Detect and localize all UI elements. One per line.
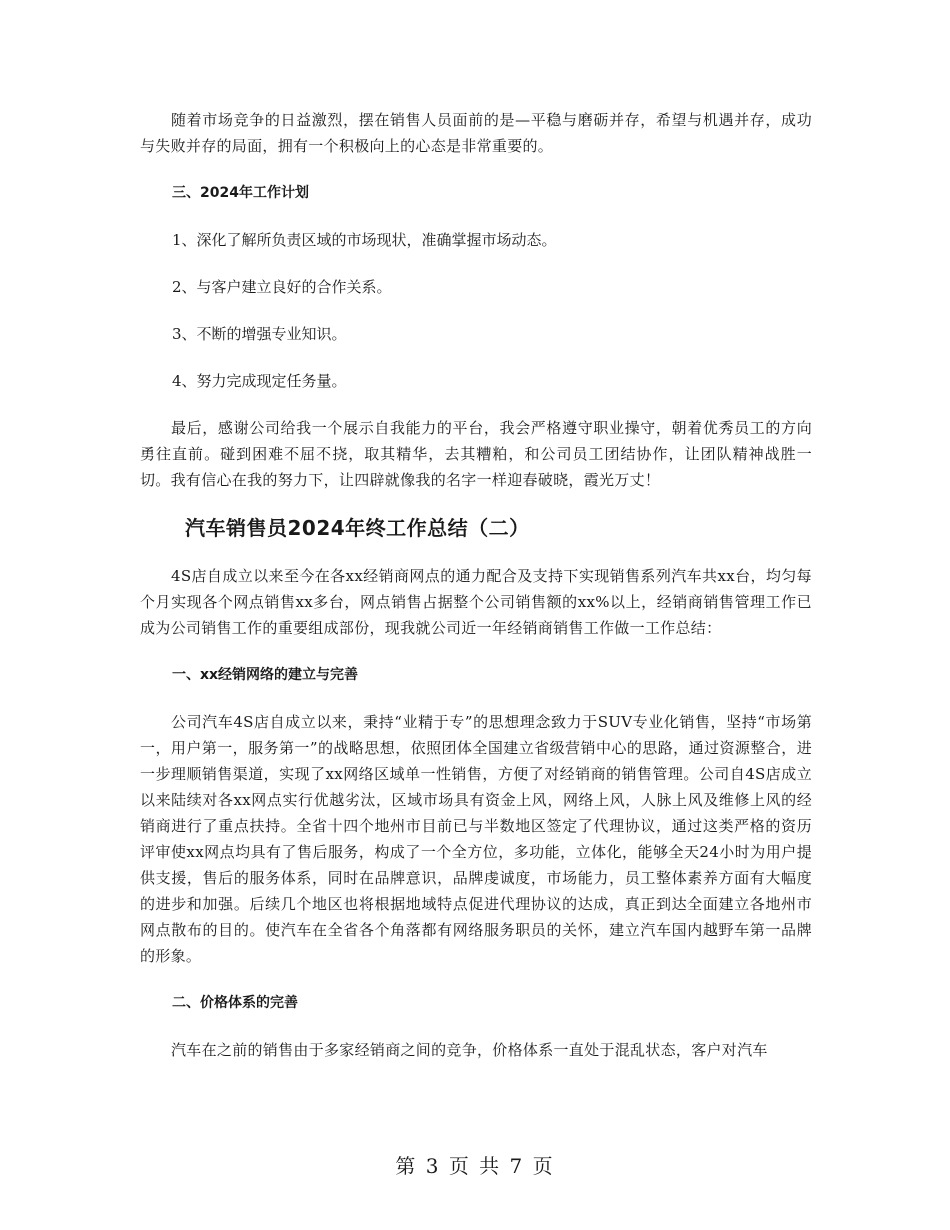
section-title: 汽车销售员2024年终工作总结（二） (185, 516, 530, 540)
paragraph-network: 公司汽车4S店自成立以来，秉持“业精于专”的思想理念致力于SUV专业化销售，坚持“市场第一，用户第一，服务第一”的战略思想，依照团体全国建立省级营销中心的思路，通过资源整合，进一步理顺销售渠道，实现了xx网络区域单一性销售，方便了对经销商的销售管理。公司自4S店成立以来陆续对各xx网点实行优越劣汰，区域市场具有资金上风，网络上风，人脉上风及维修上风的经销商进行了重点扶持。全省十四个地州市目前已与半数地区签定了代理协议，通过这类严格的资历评审使xx网点均具有了售后服务，构成了一个全方位，多功能，立体化，能够全天24小时为用户提供支援，售后的服务体系，同时在品牌意识，品牌虔诚度，市场能力，员工整体素养方面有大幅度的进步和加强。后续几个地区也将根据地域特点促进代理协议的达成，真正到达全面建立各地州市网点散布的目的。使汽车在全省各个角落都有网络服务职员的关怀，建立汽车国内越野车第一品牌的形象。 (140, 713, 812, 965)
paragraph-price: 汽车在之前的销售由于多家经销商之间的竞争，价格体系一直处于混乱状态，客户对汽车 (171, 1041, 768, 1059)
paragraph-intro: 4S店自成立以来至今在各xx经销商网点的通力配合及支持下实现销售系列汽车共xx台，均匀每个月实现各个网点销售xx多台，网点销售占据整个公司销售额的xx%以上，经销商销售管理工作已成为公司销售工作的重要组成部份，现我就公司近一年经销商销售工作做一工作总结： (140, 567, 812, 637)
page-footer: 第 3 页 共 7 页 (395, 1154, 555, 1178)
heading-work-plan: 三、2024年工作计划 (172, 185, 309, 201)
plan-item-2: 2、与客户建立良好的合作关系。 (172, 278, 392, 296)
paragraph-mindset: 随着市场竞争的日益激烈，摆在销售人员面前的是—平稳与磨砺并存，希望与机遇并存，成功与失败并存的局面，拥有一个积极向上的心态是非常重要的。 (140, 111, 812, 155)
heading-price-system: 二、价格体系的完善 (172, 995, 298, 1011)
plan-item-1: 1、深化了解所负责区域的市场现状，准确掌握市场动态。 (172, 231, 557, 249)
plan-item-4: 4、努力完成现定任务量。 (172, 372, 347, 390)
plan-item-3: 3、不断的增强专业知识。 (172, 325, 347, 343)
paragraph-closing: 最后，感谢公司给我一个展示自我能力的平台，我会严格遵守职业操守，朝着优秀员工的方向勇往直前。碰到困难不屈不挠，取其精华，去其糟粕，和公司员工团结协作，让团队精神战胜一切。我有信心在我的努力下，让四辟就像我的名字一样迎春破晓，霞光万丈！ (140, 419, 812, 489)
page-content (140, 107, 812, 1063)
heading-network: 一、xx经销网络的建立与完善 (172, 667, 359, 683)
